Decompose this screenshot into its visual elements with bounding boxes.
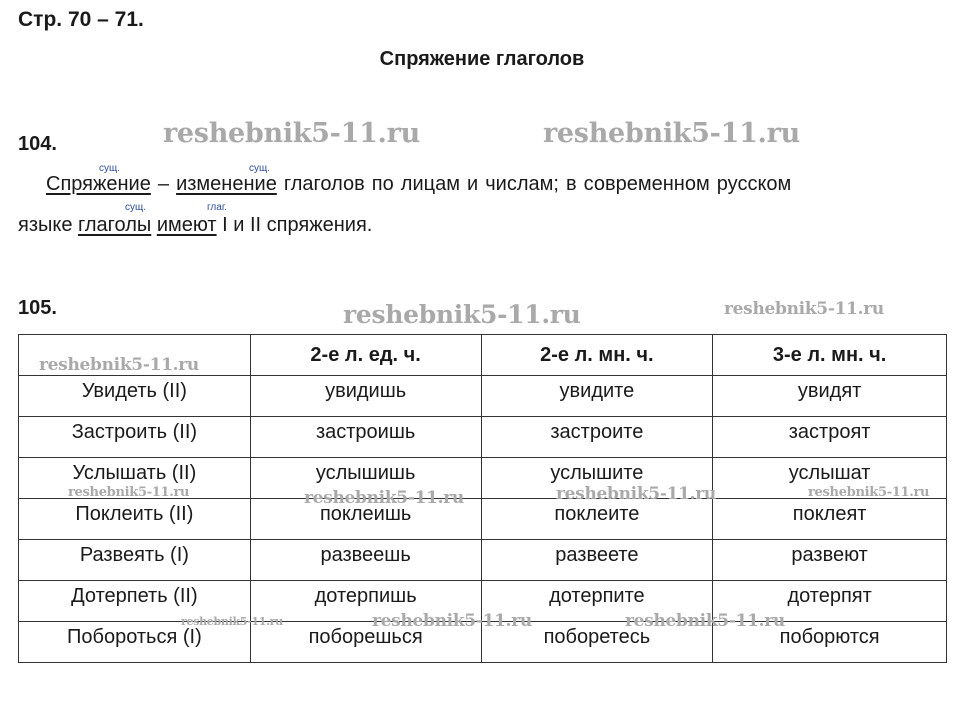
pos-label-noun: сущ. xyxy=(249,163,271,174)
verb-cell: Поклеить (II) xyxy=(19,499,251,540)
underlined-word: Спряжение xyxy=(46,173,151,195)
watermark: reshebnik5-11.ru xyxy=(808,485,930,500)
text-fragment: – xyxy=(150,173,177,195)
page-reference: Стр. 70 – 71. xyxy=(18,8,144,31)
text-fragment: глаголов по лицам и числам; в современном русском xyxy=(276,173,792,195)
verb-cell: Побороться (I) xyxy=(19,622,251,663)
form-cell: застроишь xyxy=(250,417,481,458)
form-cell: застроите xyxy=(481,417,713,458)
watermark: reshebnik5-11.ru xyxy=(304,488,464,508)
underlined-word: имеют xyxy=(156,214,217,236)
watermark: reshebnik5-11.ru xyxy=(625,611,785,631)
verb-cell: Услышать (II) xyxy=(19,458,251,499)
header-cell: 3-е л. мн. ч. xyxy=(713,335,947,376)
form-cell: увидишь xyxy=(250,376,481,417)
form-cell: поборются xyxy=(713,622,947,663)
exercise-104-line-1 xyxy=(46,173,791,196)
watermark: reshebnik5-11.ru xyxy=(163,118,420,149)
form-cell: поборетесь xyxy=(481,622,713,663)
table-row xyxy=(19,499,947,540)
watermark: reshebnik5-11.ru xyxy=(68,485,190,500)
watermark: reshebnik5-11.ru xyxy=(372,611,532,631)
exercise-104-line-2 xyxy=(18,214,372,237)
text-fragment: языке xyxy=(18,214,79,236)
watermark: reshebnik5-11.ru xyxy=(543,118,800,149)
underlined-word: глаголы xyxy=(78,214,152,236)
form-cell: развеете xyxy=(481,540,713,581)
form-cell: поклеите xyxy=(481,499,713,540)
table-row xyxy=(19,417,947,458)
form-cell: дотерпите xyxy=(481,581,713,622)
pos-label-verb: глаг. xyxy=(207,202,228,213)
exercise-105-number: 105. xyxy=(18,297,57,319)
form-cell: услышат xyxy=(713,458,947,499)
form-cell: дотерпят xyxy=(713,581,947,622)
form-cell: развеешь xyxy=(250,540,481,581)
verb-cell: Дотерпеть (II) xyxy=(19,581,251,622)
header-cell: 2-е л. ед. ч. xyxy=(250,335,481,376)
form-cell: увидят xyxy=(713,376,947,417)
pos-label-noun: сущ. xyxy=(125,202,147,213)
page-title: Спряжение глаголов xyxy=(379,48,585,70)
watermark: reshebnik5-11.ru xyxy=(724,299,884,319)
form-cell: увидите xyxy=(481,376,713,417)
underlined-word: изменение xyxy=(176,173,277,195)
text-fragment: I и II спряжения. xyxy=(216,214,373,236)
form-cell: поклеишь xyxy=(250,499,481,540)
verb-cell: Увидеть (II) xyxy=(19,376,251,417)
form-cell: поклеят xyxy=(713,499,947,540)
form-cell: услышите xyxy=(481,458,713,499)
exercise-104-number: 104. xyxy=(18,133,57,155)
form-cell: развеют xyxy=(713,540,947,581)
verb-cell: Застроить (II) xyxy=(19,417,251,458)
watermark: reshebnik5-11.ru xyxy=(343,300,581,329)
pos-label-noun: сущ. xyxy=(99,163,121,174)
form-cell: дотерпишь xyxy=(250,581,481,622)
table-row xyxy=(19,540,947,581)
header-cell: 2-е л. мн. ч. xyxy=(481,335,713,376)
table-row xyxy=(19,376,947,417)
watermark: reshebnik5-11.ru xyxy=(39,355,199,375)
verb-cell: Развеять (I) xyxy=(19,540,251,581)
watermark: reshebnik5-11.ru xyxy=(556,484,716,504)
form-cell: застроят xyxy=(713,417,947,458)
form-cell: услышишь xyxy=(250,458,481,499)
form-cell: поборешься xyxy=(250,622,481,663)
watermark: reshebnik5-11.ru xyxy=(181,615,283,628)
